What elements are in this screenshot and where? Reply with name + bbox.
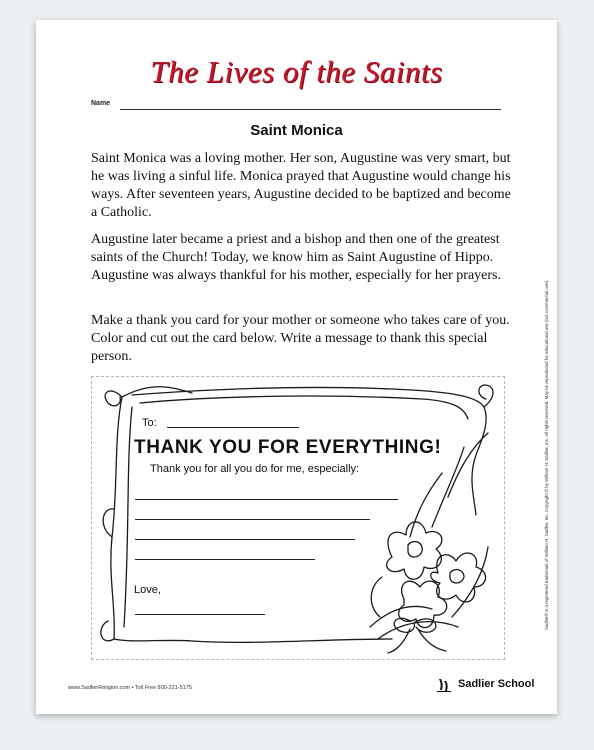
paragraph-3: Make a thank you card for your mother or someone who takes care of you. Color and cut out the card below. Write a message to thank this special person. <box>91 313 510 364</box>
name-line <box>120 109 501 110</box>
card-to-label: To: <box>142 417 157 429</box>
story-title: Saint Monica <box>250 122 343 139</box>
daffodil-flower-3 <box>399 581 447 627</box>
paragraph-1: Saint Monica was a loving mother. Her son, Augustine was very smart, but he was living a sinful life. Monica prayed that Augustine would change his ways. After seventeen years, Augustine decided to be baptized and become a Catholic. <box>91 151 511 220</box>
series-title: The Lives of the Saints <box>150 54 443 89</box>
card-border-outer <box>111 387 486 642</box>
paragraph-2: Augustine later became a priest and a bishop and then one of the greatest saints of the Church! Today, we know him as Saint Augustine of Hippo. Augustine was always thankful for his mother, especially for her prayers. <box>91 232 501 283</box>
brand-name: Sadlier School <box>458 678 535 690</box>
worksheet-page <box>36 20 557 714</box>
card-write-line-3[interactable] <box>135 539 355 540</box>
card-write-line-2[interactable] <box>135 519 370 520</box>
card-signature-line[interactable] <box>135 614 265 615</box>
copyright-notice: Sadlier® is a registered trademark of William H. Sadlier, Inc. Copyright © by William H. Sadlier, Inc. All rights reserved. May be reproduced for educational use (not commercial use). <box>544 279 549 630</box>
name-field[interactable] <box>91 100 501 114</box>
card-write-line-4[interactable] <box>135 559 315 560</box>
card-to-line[interactable] <box>167 427 299 428</box>
daffodil-flower-1 <box>387 522 442 579</box>
name-label: Name <box>91 100 111 107</box>
sadlier-mark-icon <box>436 677 452 693</box>
card-write-line-1[interactable] <box>135 499 398 500</box>
card-prompt: Thank you for all you do for me, especially: <box>150 463 360 475</box>
card-headline: THANK YOU FOR EVERYTHING! <box>134 437 442 458</box>
thank-you-card <box>91 376 505 660</box>
card-love-label: Love, <box>134 584 161 596</box>
footer-contact: www.SadlierReligion.com • Toll Free 800-221-5175 <box>68 685 192 691</box>
